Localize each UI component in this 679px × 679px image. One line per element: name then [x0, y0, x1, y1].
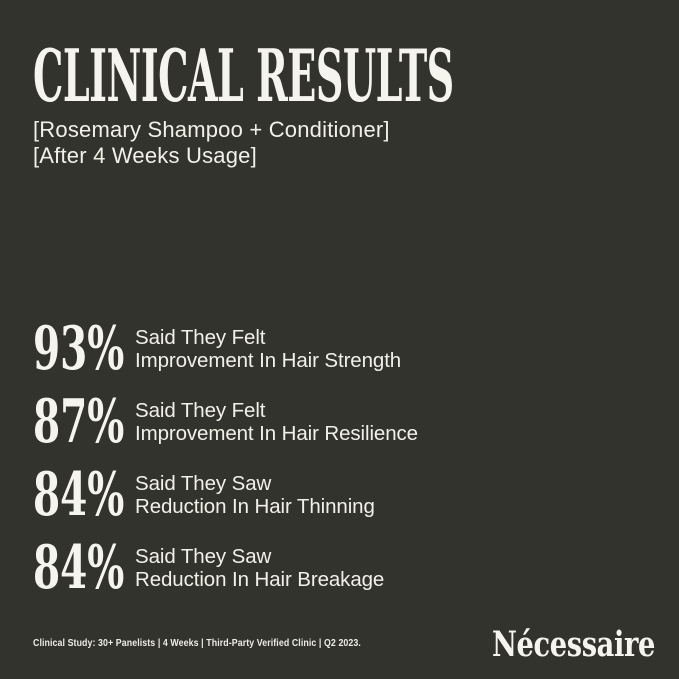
- stat-value-wrap: [33, 314, 135, 384]
- page-title: CLINICAL RESULTS: [33, 33, 454, 118]
- study-disclaimer: Clinical Study: 30+ Panelists | 4 Weeks | Third-Party Verified Clinic | Q2 2023.: [33, 637, 361, 649]
- header: [33, 33, 679, 169]
- stat-value-wrap: [33, 533, 135, 603]
- stat-description: [135, 472, 375, 518]
- stat-desc-line1: Said They Felt: [135, 326, 266, 349]
- stat-row-strength: [33, 314, 679, 384]
- subtitle-usage: [After 4 Weeks Usage]: [33, 143, 257, 168]
- stat-row-breakage: [33, 533, 679, 603]
- stat-description: [135, 399, 418, 445]
- stat-description: [135, 545, 384, 591]
- stat-value: 84%: [33, 460, 125, 530]
- stat-row-thinning: [33, 460, 679, 530]
- stat-desc-line1: Said They Saw: [135, 472, 272, 495]
- subtitle-block: [33, 117, 679, 169]
- stat-value: 93%: [33, 314, 125, 384]
- stat-value: 87%: [33, 387, 125, 457]
- stats-list: [33, 314, 679, 618]
- stat-desc-line1: Said They Felt: [135, 399, 266, 422]
- stat-value: 84%: [33, 533, 125, 603]
- brand-logo: Nécessaire: [492, 624, 655, 665]
- stat-description: [135, 326, 401, 372]
- stat-value-wrap: [33, 460, 135, 530]
- stat-value-wrap: [33, 387, 135, 457]
- stat-desc-line2: Improvement In Hair Strength: [135, 349, 402, 372]
- stat-desc-line1: Said They Saw: [135, 545, 272, 568]
- stat-desc-line2: Reduction In Hair Breakage: [135, 568, 385, 591]
- subtitle-product: [Rosemary Shampoo + Conditioner]: [33, 117, 390, 142]
- stat-row-resilience: [33, 387, 679, 457]
- stat-desc-line2: Improvement In Hair Resilience: [135, 422, 418, 445]
- stat-desc-line2: Reduction In Hair Thinning: [135, 495, 375, 518]
